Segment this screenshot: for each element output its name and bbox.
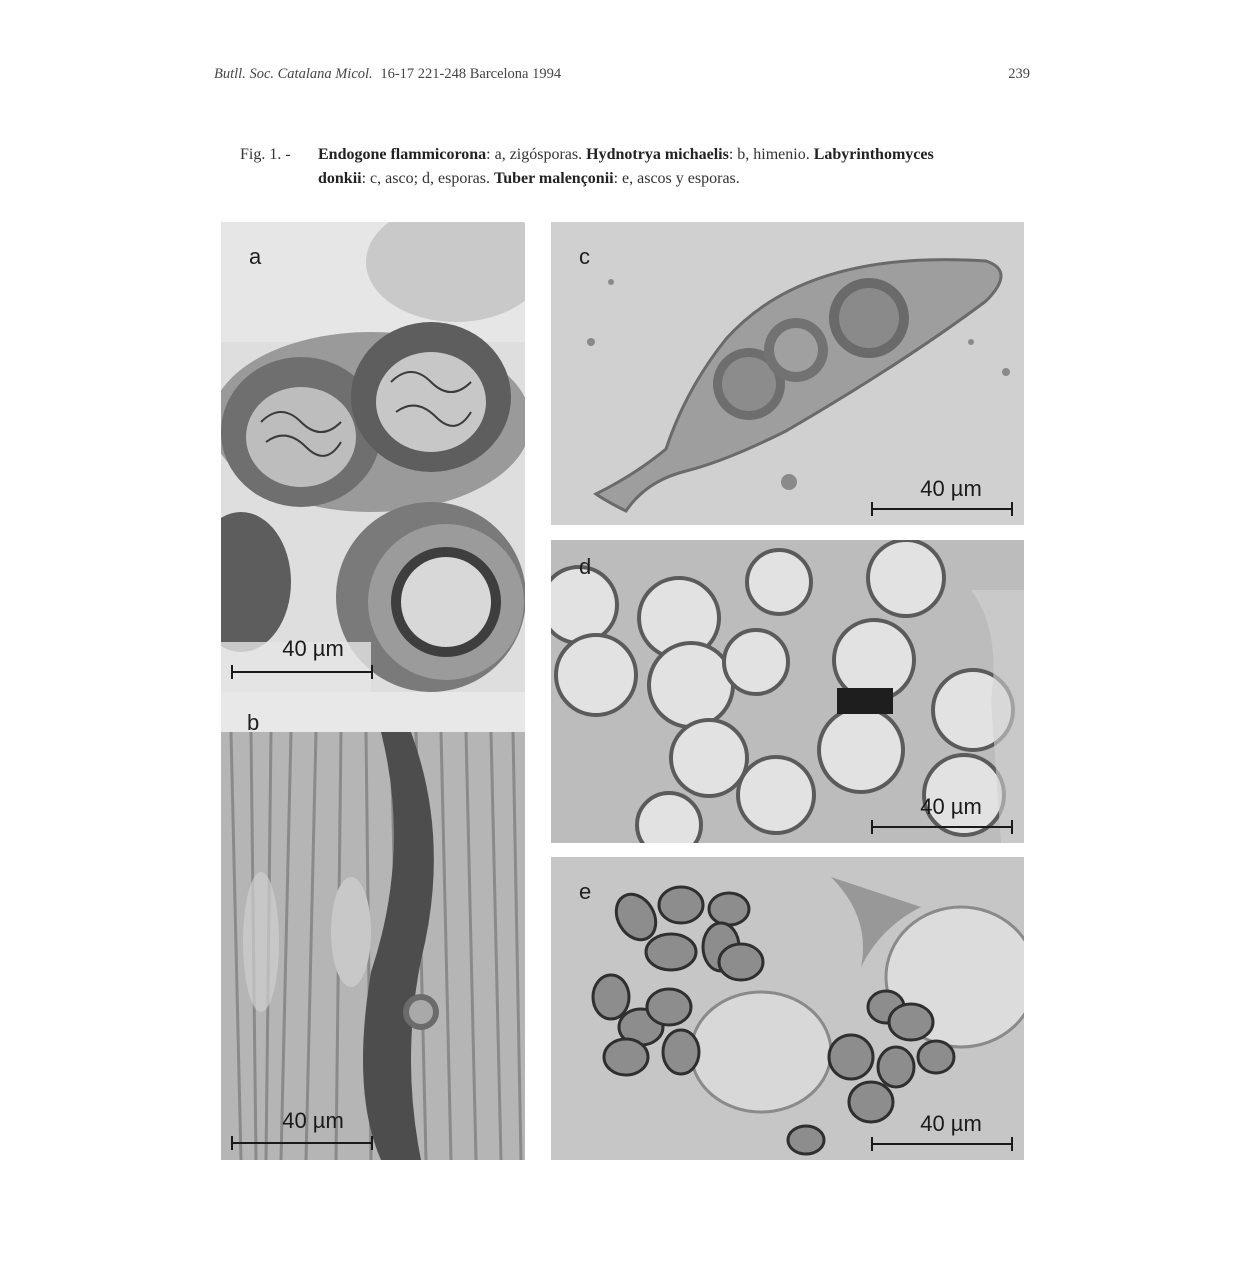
scale-bar-e <box>871 1143 1013 1145</box>
volume-pages: 16-17 221-248 Barcelona 1994 <box>380 66 562 82</box>
running-header <box>214 66 1030 86</box>
journal-name: Butll. Soc. Catalana Micol. <box>214 66 373 82</box>
micrograph-panel-a <box>221 222 525 692</box>
species-endogone: Endogone flammicorona <box>318 146 487 163</box>
scale-label-d: 40 µm <box>920 794 982 819</box>
micrograph-panel-e <box>551 857 1024 1160</box>
caption-text-a: : a, zigósporas. <box>486 146 583 163</box>
scale-bar-d <box>871 826 1013 828</box>
caption-text-c: : c, asco; d, esporas. <box>361 170 490 187</box>
micrograph-a-image <box>221 222 525 692</box>
panel-letter-b: b <box>247 710 260 735</box>
caption-text-b: : b, himenio. <box>728 146 810 163</box>
scale-bar-c <box>871 508 1013 510</box>
scale-label-c: 40 µm <box>920 476 982 501</box>
figure-label: Fig. 1. - <box>240 146 291 163</box>
scale-bar-a <box>231 671 373 673</box>
species-labyrinthomyces: Labyrinthomyces <box>813 146 934 163</box>
scale-label-b: 40 µm <box>282 1108 344 1133</box>
scale-bar-b <box>231 1142 373 1144</box>
micrograph-b-image <box>221 692 525 1160</box>
caption-text-e: : e, ascos y esporas. <box>613 170 740 187</box>
scale-label-a: 40 µm <box>282 636 344 661</box>
scale-label-e: 40 µm <box>920 1111 982 1136</box>
species-hydnotrya: Hydnotrya michaelis <box>586 146 729 163</box>
micrograph-panel-d <box>551 540 1024 843</box>
caption-line-2 <box>240 167 1010 191</box>
page-number: 239 <box>1008 66 1030 82</box>
panel-letter-c: c <box>579 244 590 269</box>
micrograph-panel-b <box>221 692 525 1160</box>
micrograph-panel-c <box>551 222 1024 525</box>
panel-letter-d: d <box>579 554 592 579</box>
species-labyrinthomyces-epithet: donkii <box>318 170 362 187</box>
panel-letter-a: a <box>249 244 262 269</box>
figure-caption <box>240 143 1010 191</box>
caption-line-1 <box>240 143 1010 167</box>
panel-letter-e: e <box>579 879 592 904</box>
species-tuber: Tuber malençonii <box>494 170 614 187</box>
